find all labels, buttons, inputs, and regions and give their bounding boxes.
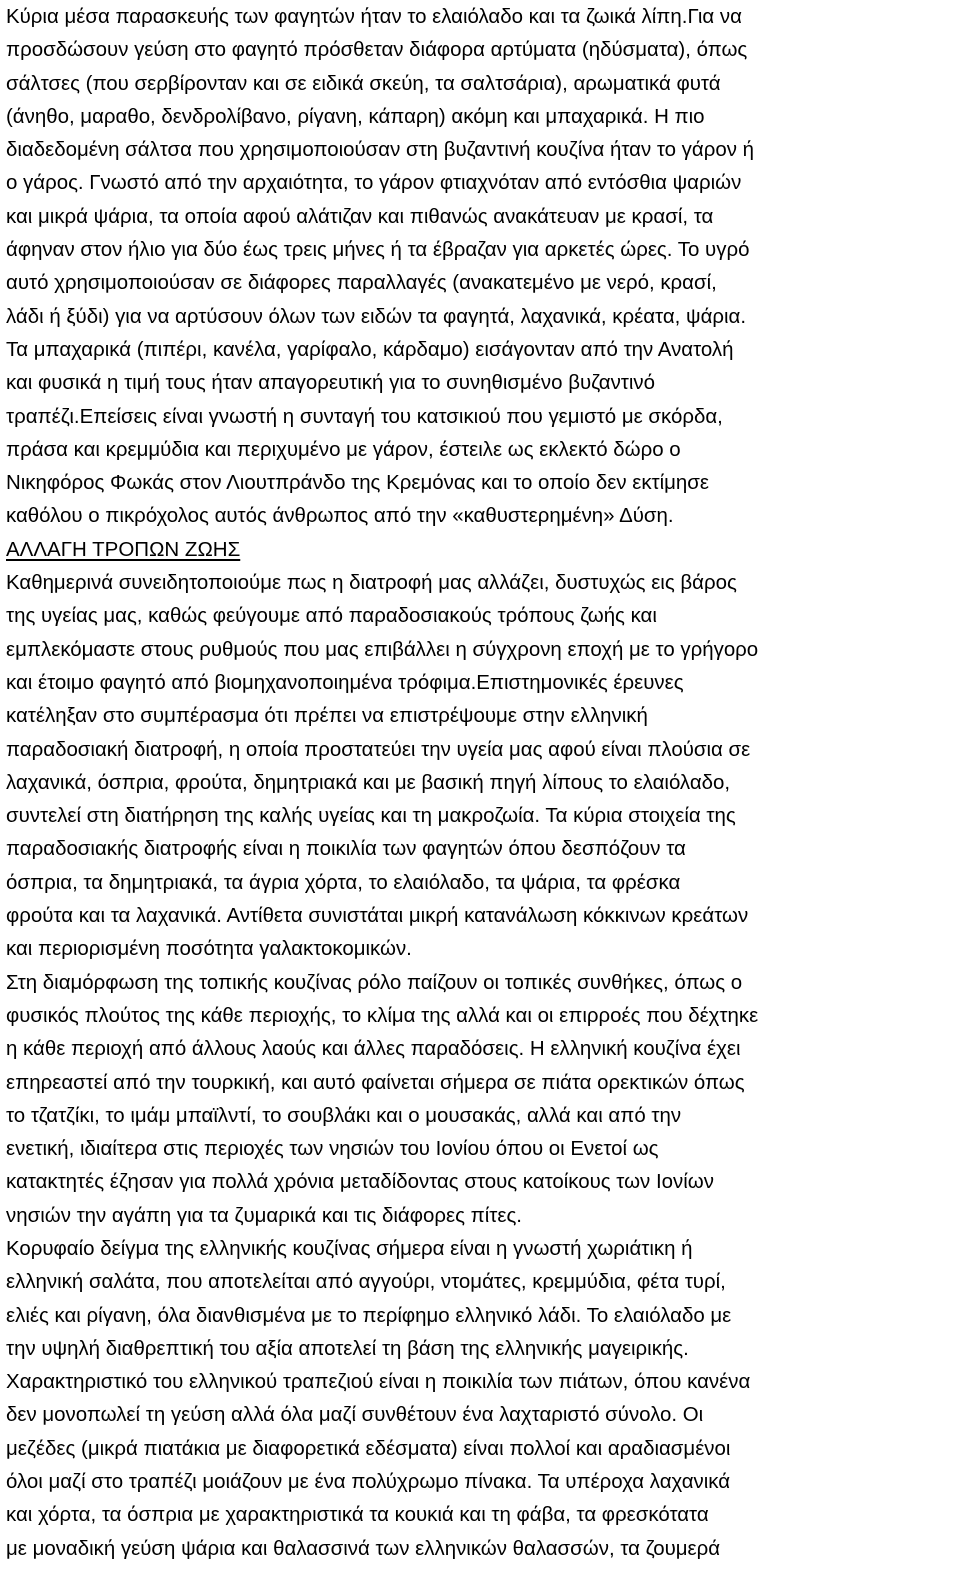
text-line: μεζέδες (μικρά πιατάκια με διαφορετικά εδέσματα) είναι πολλοί και αραδιασμένοι xyxy=(6,1436,731,1460)
text-line: και περιορισμένη ποσότητα γαλακτοκομικών. xyxy=(6,937,412,961)
text-line: και έτοιμο φαγητό από βιομηχανοποιημένα τρόφιμα.Επιστημονικές έρευνες xyxy=(6,670,684,694)
text-line: φρούτα και τα λαχανικά. Αντίθετα συνιστάται μικρή κατανάλωση κόκκινων κρεάτων xyxy=(6,904,749,928)
text-line: (άνηθο, μαραθο, δενδρολίβανο, ρίγανη, κάπαρη) ακόμη και μπαχαρικά. Η πιο xyxy=(6,104,705,128)
text-line: λαχανικά, όσπρια, φρούτα, δημητριακά και με βασική πηγή λίπους το ελαιόλαδο, xyxy=(6,770,731,794)
text-line: τραπέζι.Επείσεις είναι γνωστή η συνταγή του κατσικιού που γεμιστό με σκόρδα, xyxy=(6,404,723,428)
text-line: προσδώσουν γεύση στο φαγητό πρόσθεταν διάφορα αρτύματα (ηδύσματα), όπως xyxy=(6,38,748,62)
text-line: και μικρά ψάρια, τα οποία αφού αλάτιζαν και πιθανώς ανακάτευαν με κρασί, τα xyxy=(6,204,714,228)
text-line: ελληνική σαλάτα, που αποτελείται από αγγούρι, ντομάτες, κρεμμύδια, φέτα τυρί, xyxy=(6,1270,726,1294)
text-line: με μοναδική γεύση ψάρια και θαλασσινά των ελληνικών θαλασσών, τα ζουμερά xyxy=(6,1536,721,1560)
text-line: όλοι μαζί στο τραπέζι μοιάζουν με ένα πολύχρωμο πίνακα. Τα υπέροχα λαχανικά xyxy=(6,1470,731,1494)
document-body xyxy=(6,0,958,1565)
text-line: την υψηλή διαθρεπτική του αξία αποτελεί τη βάση της ελληνικής μαγειρικής. xyxy=(6,1336,689,1360)
text-line: σάλτσες (που σερβίρονταν και σε ειδικά σκεύη, τα σαλτσάρια), αρωματικά φυτά xyxy=(6,71,721,95)
text-line: άφηναν στον ήλιο για δύο έως τρεις μήνες ή τα έβραζαν για αρκετές ώρες. Το υγρό xyxy=(6,238,750,262)
paragraph-lifestyle-change xyxy=(6,566,958,1565)
text-line: Κύρια μέσα παρασκευής των φαγητών ήταν το ελαιόλαδο και τα ζωικά λίπη.Για να xyxy=(6,5,742,28)
text-line: Κορυφαίο δείγμα της ελληνικής κουζίνας σήμερα είναι η γνωστή χωριάτικη ή xyxy=(6,1236,693,1260)
text-line: Τα μπαχαρικά (πιπέρι, κανέλα, γαρίφαλο, κάρδαμο) εισάγονταν από την Ανατολή xyxy=(6,337,734,361)
text-line: πράσα και κρεμμύδια και περιχυμένο με γάρον, έστειλε ως εκλεκτό δώρο ο xyxy=(6,437,681,461)
text-line: φυσικός πλούτος της κάθε περιοχής, το κλίμα της αλλά και οι επιρροές που δέχτηκε xyxy=(6,1003,759,1027)
text-line: ελιές και ρίγανη, όλα διανθισμένα με το περίφημο ελληνικό λάδι. Το ελαιόλαδο με xyxy=(6,1303,732,1327)
text-line: καθόλου ο πικρόχολος αυτός άνθρωπος από την «καθυστερημένη» Δύση. xyxy=(6,504,674,528)
paragraph-byzantine-cuisine xyxy=(6,0,958,533)
text-line: αυτό χρησιμοποιούσαν σε διάφορες παραλλαγές (ανακατεμένο με νερό, κρασί, xyxy=(6,271,717,295)
text-line: Χαρακτηριστικό του ελληνικού τραπεζιού είναι η ποικιλία των πιάτων, όπου κανένα xyxy=(6,1370,751,1394)
text-line: συντελεί στη διατήρηση της καλής υγείας και τη μακροζωία. Τα κύρια στοιχεία της xyxy=(6,804,736,828)
text-line: ο γάρος. Γνωστό από την αρχαιότητα, το γάρον φτιαχνόταν από εντόσθια ψαριών xyxy=(6,171,742,195)
text-line: Καθημερινά συνειδητοποιούμε πως η διατροφή μας αλλάζει, δυστυχώς εις βάρος xyxy=(6,571,737,595)
text-line: παραδοσιακής διατροφής είναι η ποικιλία των φαγητών όπου δεσπόζουν τα xyxy=(6,837,686,861)
text-line: το τζατζίκι, το ιμάμ μπαϊλντί, το σουβλάκι και ο μουσακάς, αλλά και από την xyxy=(6,1103,682,1127)
text-line: όσπρια, τα δημητριακά, τα άγρια χόρτα, το ελαιόλαδο, τα ψάρια, τα φρέσκα xyxy=(6,870,681,894)
section-title-line xyxy=(6,533,958,566)
text-line: η κάθε περιοχή από άλλους λαούς και άλλες παραδόσεις. Η ελληνική κουζίνα έχει xyxy=(6,1037,741,1061)
text-line: επηρεαστεί από την τουρκική, και αυτό φαίνεται σήμερα σε πιάτα ορεκτικών όπως xyxy=(6,1070,745,1094)
text-line: λάδι ή ξύδι) για να αρτύσουν όλων των ειδών τα φαγητά, λαχανικά, κρέατα, ψάρια. xyxy=(6,304,747,328)
text-line: εμπλεκόμαστε στους ρυθμούς που μας επιβάλλει η σύγχρονη εποχή με το γρήγορο xyxy=(6,637,759,661)
text-line: κατέληξαν στο συμπέρασμα ότι πρέπει να επιστρέψουμε στην ελληνική xyxy=(6,704,648,728)
text-line: νησιών την αγάπη για τα ζυμαρικά και τις διάφορες πίτες. xyxy=(6,1203,522,1227)
text-line: και φυσικά η τιμή τους ήταν απαγορευτική για το συνηθισμένο βυζαντινό xyxy=(6,371,655,395)
text-line: Νικηφόρος Φωκάς στον Λιουτπράνδο της Κρεμόνας και το οποίο δεν εκτίμησε xyxy=(6,471,710,495)
text-line: δεν μονοπωλεί τη γεύση αλλά όλα μαζί συνθέτουν ένα λαχταριστό σύνολο. Οι xyxy=(6,1403,704,1427)
text-line: ενετική, ιδιαίτερα στις περιοχές των νησιών του Ιονίου όπου οι Ενετοί ως xyxy=(6,1137,659,1161)
section-title: ΑΛΛΑΓΗ ΤΡΟΠΩΝ ΖΩΗΣ xyxy=(6,537,241,561)
text-line: Στη διαμόρφωση της τοπικής κουζίνας ρόλο παίζουν οι τοπικές συνθήκες, όπως ο xyxy=(6,970,743,994)
text-line: παραδοσιακή διατροφή, η οποία προστατεύει την υγεία μας αφού είναι πλούσια σε xyxy=(6,737,751,761)
text-line: κατακτητές έζησαν για πολλά χρόνια μεταδίδοντας στους κατοίκους των Ιονίων xyxy=(6,1170,714,1194)
text-line: διαδεδομένη σάλτσα που χρησιμοποιούσαν στη βυζαντινή κουζίνα ήταν το γάρον ή xyxy=(6,138,754,162)
text-line: της υγείας μας, καθώς φεύγουμε από παραδοσιακούς τρόπους ζωής και xyxy=(6,604,657,628)
text-line: και χόρτα, τα όσπρια με χαρακτηριστικά τα κουκιά και τη φάβα, τα φρεσκότατα xyxy=(6,1503,709,1527)
